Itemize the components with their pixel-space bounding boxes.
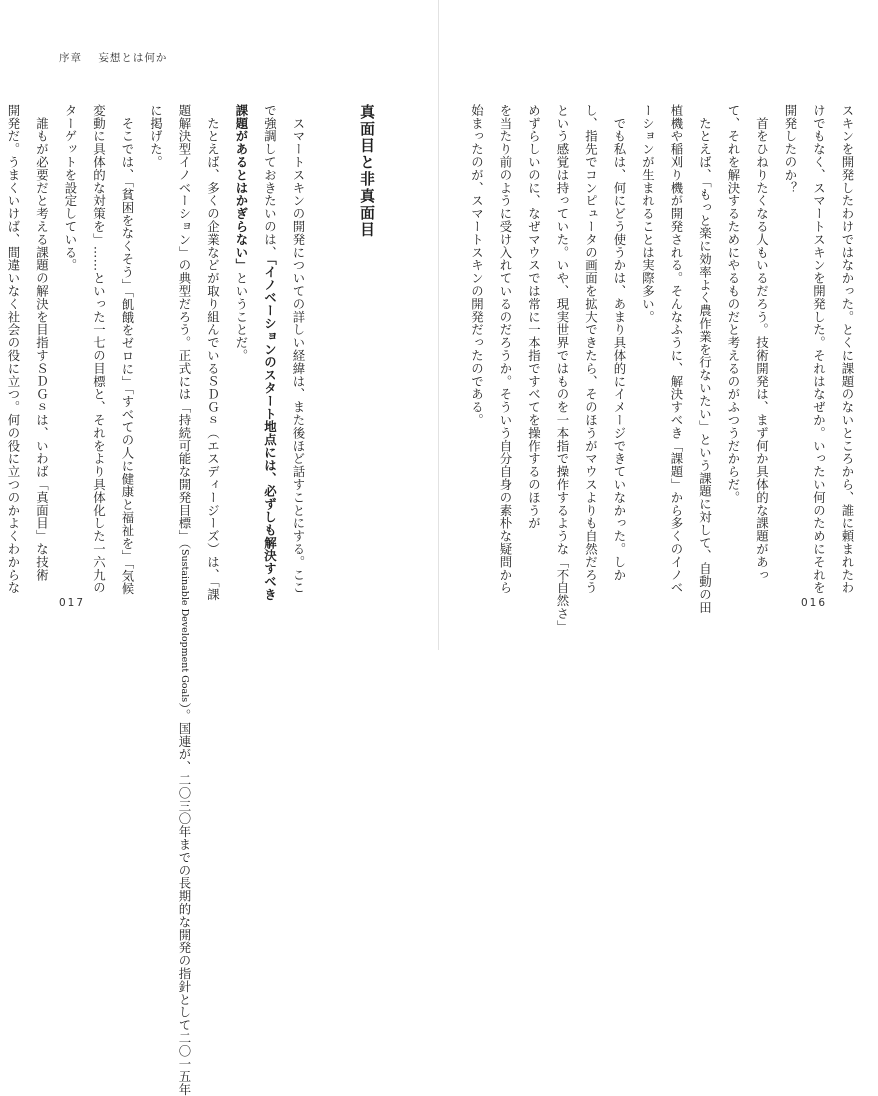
roman-text: Sustainable Development Goals [179, 549, 190, 703]
body-line: という感覚は持っていた。いや、現実世界ではものを一本指で操作するような「不自然さ」 [555, 104, 570, 633]
body-line: スマートスキンの開発についての詳しい経緯は、また後ほど話すことにする。ここ [291, 104, 306, 595]
body-line: たとえば、「もっと楽に効率よく農作業を行ないたい」という課題に対して、自動の田 [697, 104, 713, 614]
body-line: を当たり前のように受け入れているのだろうか。そういう自分自身の素朴な疑問から [498, 104, 513, 595]
body-text: 題解決型イノベーション」の典型だろう。正式には「持続可能な開発目標」（ [177, 104, 192, 550]
body-line [227, 104, 256, 574]
body-text: ということだ。 [234, 271, 249, 363]
body-line: 変動に具体的な対策を」……といった一七の目標と、それをより具体化した一六九の [91, 104, 107, 595]
running-head-chapter: 序章 [59, 52, 82, 64]
body-line [255, 104, 284, 601]
page-number-left: 017 [59, 597, 86, 609]
body-line: ーションが生まれることは実際多い。 [640, 104, 656, 324]
emphasis-text: 課題があるとはかぎらない」 [234, 104, 249, 272]
body-line: 誰もが必要だと考える課題の解決を目指すＳＤＧｓは、いわば「真面目」な技術 [34, 104, 50, 582]
body-line: ターゲットを設定している。 [63, 104, 78, 272]
running-head-title: 妄想とは何か [98, 52, 168, 64]
body-line: 始まったのが、スマートスキンの開発だったのである。 [469, 104, 485, 427]
emphasis-text: 「イノベーションのスタート地点には、必ずしも解決すべき [262, 258, 278, 601]
left-page [0, 0, 438, 1096]
running-head [59, 50, 167, 65]
body-line: に掲げた。 [148, 104, 164, 169]
body-line: そこでは、「貧困をなくそう」「飢餓をゼロに」「すべての人に健康と福祉を」「気候 [120, 104, 135, 596]
body-line: めずらしいのに、なぜマウスでは常に一本指ですべてを操作するのほうが [526, 104, 542, 530]
body-text: ）。国連が、二〇三〇年までの長期的な開発の指針として二〇一五年 [177, 702, 192, 1096]
body-line [170, 104, 199, 1096]
right-page [439, 0, 877, 650]
body-line: 首をひねりたくなる人もいるだろう。技術開発は、まず何か具体的な課題があっ [754, 104, 770, 582]
body-line: て、それを解決するためにやるものだと考えるのがふつうだからだ。 [726, 104, 741, 504]
body-line: 植機や稲刈り機が開発される。そんなふうに、解決すべき「課題」から多くのイノベ [669, 104, 684, 595]
body-line: 開発だ。うまくいけば、間違いなく社会の役に立つ。何の役に立つのかよくわからな [6, 104, 21, 595]
page-number-right: 016 [800, 597, 827, 609]
body-line: でも私は、何にどう使うかは、あまり具体的にイメージできていなかった。しか [612, 104, 627, 582]
body-line: 開発したのか？ [783, 104, 798, 195]
body-line: スキンを開発したわけではなかった。とくに課題のないところから、誰に頼まれたわ [840, 104, 855, 595]
section-heading: 真面目と非真面目 [358, 104, 375, 239]
body-line: けでもなく、スマートスキンを開発した。それはなぜか。いったい何のためにそれを [811, 104, 827, 595]
body-text: で強調しておきたいのは、 [262, 104, 278, 259]
body-line: たとえば、多くの企業などが取り組んでいるＳＤＧｓ（エスディージーズ）は、「課 [205, 104, 221, 601]
body-line: し、指先でコンピュータの画面を拡大できたら、そのほうがマウスよりも自然だろう [583, 104, 599, 595]
